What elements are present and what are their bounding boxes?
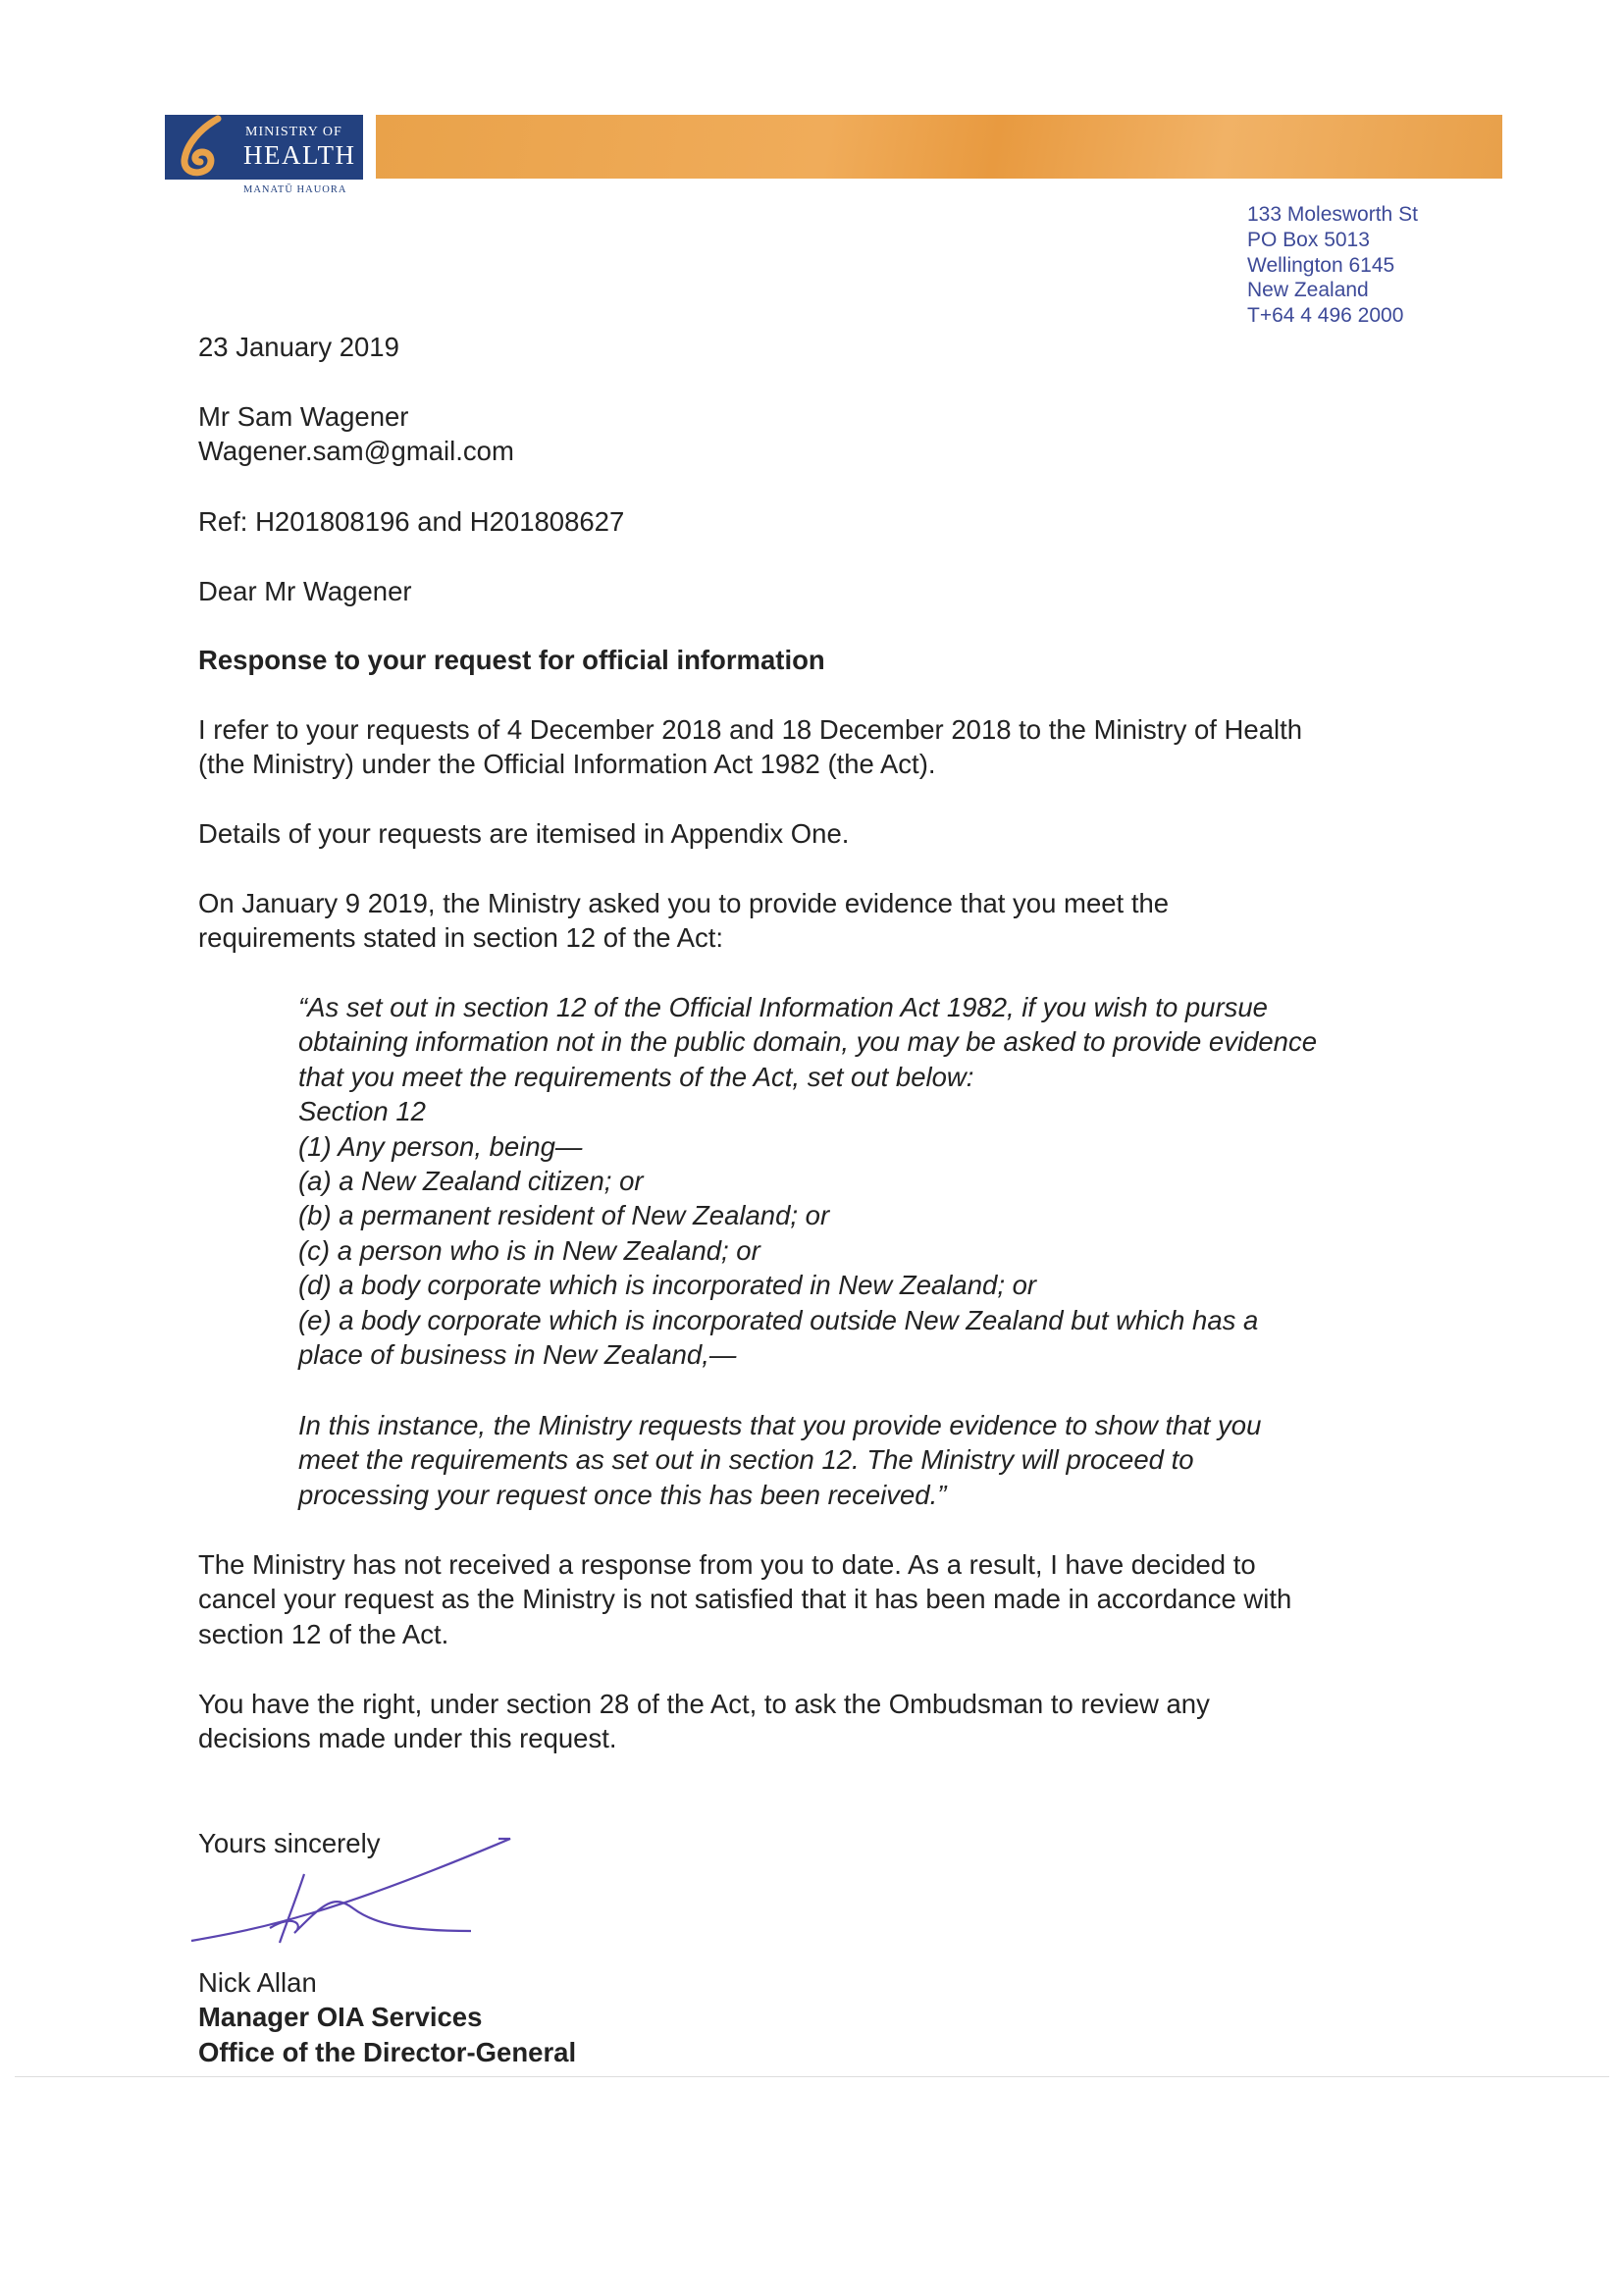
text-line: section 12 of the Act. bbox=[198, 1618, 449, 1649]
quote-line: (1) Any person, being— bbox=[298, 1130, 583, 1162]
quoted-request-2 bbox=[298, 1408, 1261, 1512]
quote-line: “As set out in section 12 of the Official Information Act 1982, if you wish to pursue bbox=[298, 992, 1268, 1022]
quoted-request bbox=[298, 990, 1317, 1372]
text-line: You have the right, under section 28 of the Act, to ask the Ombudsman to review any bbox=[198, 1689, 1210, 1719]
letter-date: 23 January 2019 bbox=[198, 332, 399, 362]
signer-title: Manager OIA Services bbox=[198, 2002, 483, 2033]
letterhead-banner bbox=[376, 115, 1502, 179]
paragraph-3 bbox=[198, 886, 1169, 956]
text-line: (the Ministry) under the Official Information Act 1982 (the Act). bbox=[198, 749, 936, 780]
sender-address bbox=[1247, 202, 1418, 329]
quote-line: In this instance, the Ministry requests that you provide evidence to show that you bbox=[298, 1410, 1262, 1440]
quote-line: place of business in New Zealand,— bbox=[298, 1339, 737, 1371]
text-line: cancel your request as the Ministry is not satisfied that it has been made in accordance with bbox=[198, 1584, 1292, 1615]
signature-block bbox=[198, 1965, 576, 2069]
text-line: requirements stated in section 12 of the Act: bbox=[198, 922, 724, 954]
handwritten-signature bbox=[186, 1835, 520, 1953]
text-line: decisions made under this request. bbox=[198, 1723, 617, 1754]
letter-heading: Response to your request for official information bbox=[198, 645, 825, 675]
footer-divider bbox=[15, 2076, 1609, 2077]
paragraph-5 bbox=[198, 1687, 1210, 1756]
text-line: On January 9 2019, the Ministry asked you to provide evidence that you meet the bbox=[198, 888, 1170, 918]
address-line: T+64 4 496 2000 bbox=[1247, 304, 1404, 328]
paragraph-1 bbox=[198, 712, 1302, 782]
quote-line: (e) a body corporate which is incorporated outside New Zealand but which has a bbox=[298, 1304, 1259, 1335]
quote-line: (d) a body corporate which is incorporated in New Zealand; or bbox=[298, 1270, 1037, 1301]
address-line: 133 Molesworth St bbox=[1247, 203, 1418, 226]
text-line: I refer to your requests of 4 December 2018 and 18 December 2018 to the Ministry of Health bbox=[198, 714, 1303, 745]
address-line: PO Box 5013 bbox=[1247, 228, 1370, 251]
quote-line: meet the requirements as set out in section 12. The Ministry will proceed to bbox=[298, 1444, 1194, 1476]
recipient-name: Mr Sam Wagener bbox=[198, 401, 409, 432]
quote-line: that you meet the requirements of the Act, set out below: bbox=[298, 1061, 974, 1092]
quote-line: obtaining information not in the public domain, you may be asked to provide evidence bbox=[298, 1026, 1318, 1058]
logo-line2: HEALTH bbox=[243, 140, 356, 170]
signer-office: Office of the Director-General bbox=[198, 2036, 577, 2067]
address-line: New Zealand bbox=[1247, 279, 1369, 302]
quote-line: Section 12 bbox=[298, 1096, 426, 1127]
closing: Yours sincerely bbox=[198, 1828, 381, 1858]
koru-icon bbox=[171, 115, 239, 180]
reference: Ref: H201808196 and H201808627 bbox=[198, 506, 625, 537]
quote-line: (a) a New Zealand citizen; or bbox=[298, 1166, 644, 1197]
signer-name: Nick Allan bbox=[198, 1967, 317, 1998]
logo-line1: MINISTRY OF bbox=[245, 125, 342, 139]
quote-line: processing your request once this has been received.” bbox=[298, 1479, 947, 1510]
salutation: Dear Mr Wagener bbox=[198, 576, 412, 606]
recipient-email: Wagener.sam@gmail.com bbox=[198, 436, 514, 467]
paragraph-4 bbox=[198, 1547, 1291, 1651]
text-line: The Ministry has not received a response from you to date. As a result, I have decided to bbox=[198, 1549, 1256, 1580]
quote-line: (b) a permanent resident of New Zealand; or bbox=[298, 1200, 830, 1231]
address-line: Wellington 6145 bbox=[1247, 253, 1395, 277]
ministry-of-health-logo bbox=[165, 115, 363, 180]
logo-subtitle: MANATŪ HAUORA bbox=[243, 184, 347, 195]
paragraph-2: Details of your requests are itemised in Appendix One. bbox=[198, 818, 850, 849]
recipient bbox=[198, 399, 514, 469]
quote-line: (c) a person who is in New Zealand; or bbox=[298, 1234, 760, 1266]
